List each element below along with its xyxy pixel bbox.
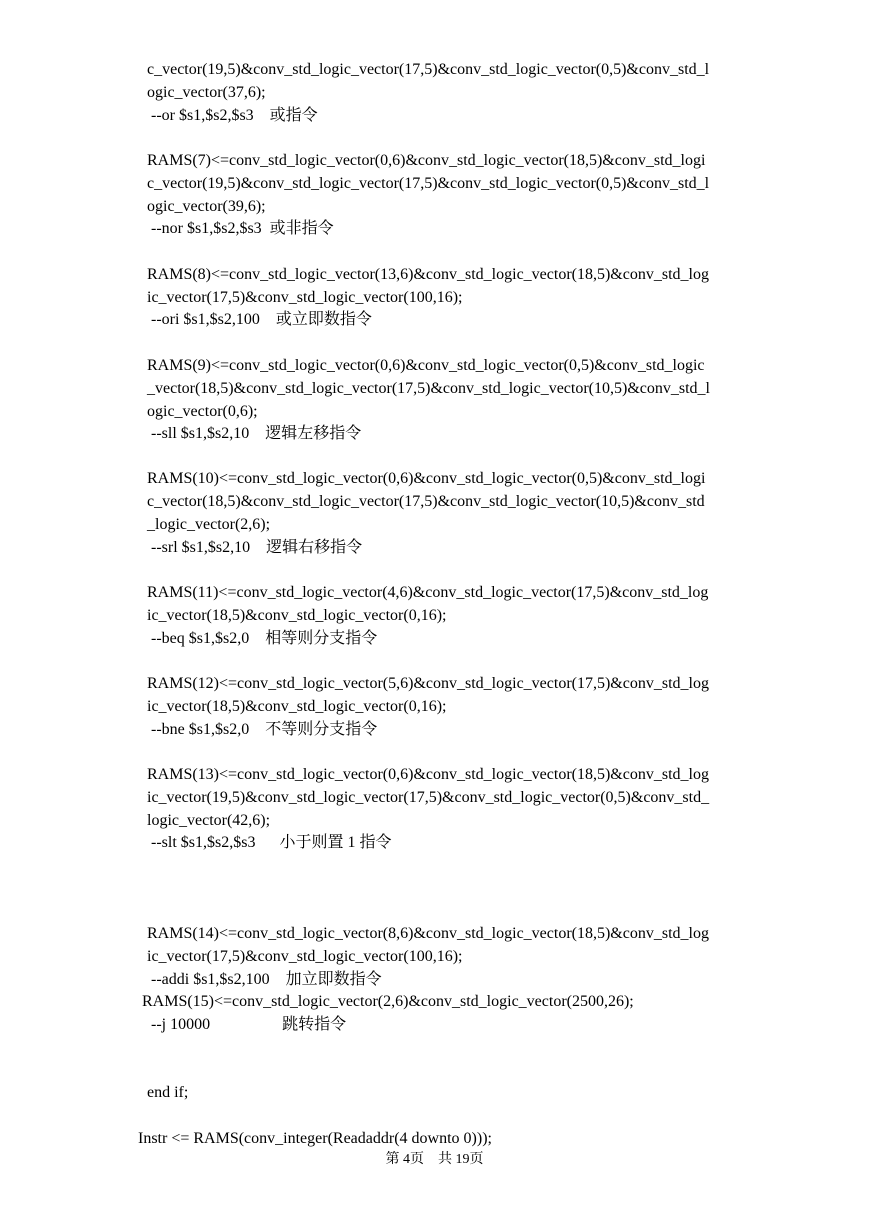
code-comment: --bne $s1,$s2,0 不等则分支指令 bbox=[147, 721, 378, 738]
code-comment: --srl $s1,$s2,10 逻辑右移指令 bbox=[147, 539, 363, 556]
code-line: ic_vector(17,5)&conv_std_logic_vector(100,16); bbox=[147, 948, 463, 965]
code-line: c_vector(18,5)&conv_std_logic_vector(17,5)&conv_std_logic_vector(10,5)&conv_std bbox=[147, 493, 705, 510]
code-line: c_vector(19,5)&conv_std_logic_vector(17,5)&conv_std_logic_vector(0,5)&conv_std_l bbox=[147, 175, 710, 192]
code-line: RAMS(10)<=conv_std_logic_vector(0,6)&conv_std_logic_vector(0,5)&conv_std_logi bbox=[147, 470, 706, 487]
code-comment: --slt $s1,$s2,$s3 小于则置 1 指令 bbox=[147, 834, 392, 851]
code-line: RAMS(12)<=conv_std_logic_vector(5,6)&conv_std_logic_vector(17,5)&conv_std_log bbox=[147, 675, 709, 692]
code-line: _vector(18,5)&conv_std_logic_vector(17,5)&conv_std_logic_vector(10,5)&conv_std_l bbox=[147, 380, 710, 397]
code-comment: --nor $s1,$s2,$s3 或非指令 bbox=[147, 220, 334, 237]
code-line: ic_vector(17,5)&conv_std_logic_vector(100,16); bbox=[147, 289, 463, 306]
code-line: RAMS(7)<=conv_std_logic_vector(0,6)&conv_std_logic_vector(18,5)&conv_std_logi bbox=[147, 152, 706, 169]
code-line: ic_vector(18,5)&conv_std_logic_vector(0,16); bbox=[147, 607, 447, 624]
code-comment: --ori $s1,$s2,100 或立即数指令 bbox=[147, 311, 372, 328]
code-line: RAMS(8)<=conv_std_logic_vector(13,6)&conv_std_logic_vector(18,5)&conv_std_log bbox=[147, 266, 709, 283]
page-footer: 第 4页 共 19页 bbox=[385, 1152, 484, 1167]
code-line: ic_vector(18,5)&conv_std_logic_vector(0,16); bbox=[147, 698, 447, 715]
code-line: ogic_vector(39,6); bbox=[147, 198, 266, 215]
code-line: _logic_vector(2,6); bbox=[147, 516, 271, 533]
code-line: RAMS(11)<=conv_std_logic_vector(4,6)&conv_std_logic_vector(17,5)&conv_std_log bbox=[147, 584, 709, 601]
code-line: RAMS(13)<=conv_std_logic_vector(0,6)&conv_std_logic_vector(18,5)&conv_std_log bbox=[147, 766, 709, 783]
code-line: ic_vector(19,5)&conv_std_logic_vector(17,5)&conv_std_logic_vector(0,5)&conv_std_ bbox=[147, 789, 710, 806]
code-comment: --j 10000 跳转指令 bbox=[147, 1016, 347, 1033]
code-line: RAMS(9)<=conv_std_logic_vector(0,6)&conv_std_logic_vector(0,5)&conv_std_logic bbox=[147, 357, 705, 374]
code-line: RAMS(15)<=conv_std_logic_vector(2,6)&conv_std_logic_vector(2500,26); bbox=[142, 993, 634, 1010]
code-line: ogic_vector(0,6); bbox=[147, 403, 258, 420]
code-line: c_vector(19,5)&conv_std_logic_vector(17,5)&conv_std_logic_vector(0,5)&conv_std_l bbox=[147, 61, 710, 78]
code-line: end if; bbox=[147, 1084, 189, 1101]
code-line: ogic_vector(37,6); bbox=[147, 84, 266, 101]
code-comment: --addi $s1,$s2,100 加立即数指令 bbox=[147, 971, 382, 988]
code-line: Instr <= RAMS(conv_integer(Readaddr(4 downto 0))); bbox=[138, 1130, 492, 1147]
code-comment: --or $s1,$s2,$s3 或指令 bbox=[147, 107, 318, 124]
code-comment: --sll $s1,$s2,10 逻辑左移指令 bbox=[147, 425, 362, 442]
code-line: logic_vector(42,6); bbox=[147, 812, 271, 829]
code-line: RAMS(14)<=conv_std_logic_vector(8,6)&conv_std_logic_vector(18,5)&conv_std_log bbox=[147, 925, 709, 942]
code-comment: --beq $s1,$s2,0 相等则分支指令 bbox=[147, 630, 378, 647]
